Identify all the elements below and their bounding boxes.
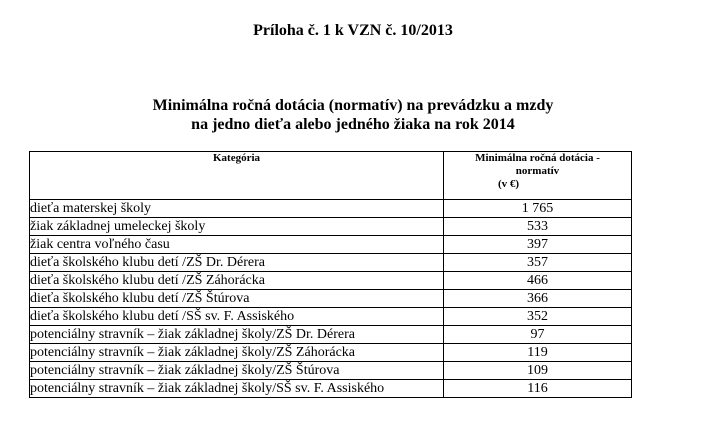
table-row [30, 308, 632, 326]
appendix-title: Príloha č. 1 k VZN č. 10/2013 [253, 22, 453, 39]
row-value: 352 [444, 308, 632, 326]
row-value: 1 765 [444, 200, 632, 218]
row-value: 97 [444, 326, 632, 344]
row-category: dieťa materskej školy [30, 200, 444, 218]
row-category: potenciálny stravník – žiak základnej školy/ZŠ Dr. Dérera [30, 326, 444, 344]
row-value: 533 [444, 218, 632, 236]
row-category: žiak základnej umeleckej školy [30, 218, 444, 236]
row-category: žiak centra voľného času [30, 236, 444, 254]
row-category: potenciálny stravník – žiak základnej školy/SŠ sv. F. Assiského [30, 380, 444, 398]
table-row [30, 362, 632, 380]
subtitle-line-1: Minimálna ročná dotácia (normatív) na prevádzku a mzdy [152, 97, 554, 114]
table-row [30, 344, 632, 362]
table-row [30, 326, 632, 344]
subtitle-line-2: na jedno dieťa alebo jedného žiaka na rok 2014 [191, 116, 515, 133]
row-category: dieťa školského klubu detí /ZŠ Dr. Dérera [30, 254, 444, 272]
row-value: 116 [444, 380, 632, 398]
table-row [30, 254, 632, 272]
header-category: Kategória [30, 152, 444, 200]
row-category: potenciálny stravník – žiak základnej školy/ZŠ Záhorácka [30, 344, 444, 362]
table-row [30, 200, 632, 218]
row-value: 109 [444, 362, 632, 380]
row-value: 366 [444, 290, 632, 308]
dotation-table [29, 151, 632, 398]
document-subtitle [0, 96, 706, 134]
row-category: potenciálny stravník – žiak základnej školy/ZŠ Štúrova [30, 362, 444, 380]
table-row [30, 290, 632, 308]
row-value: 466 [444, 272, 632, 290]
row-value: 397 [444, 236, 632, 254]
header-dotation-line-2: normatív [515, 165, 560, 177]
row-value: 119 [444, 344, 632, 362]
table-row [30, 272, 632, 290]
row-category: dieťa školského klubu detí /ZŠ Záhorácka [30, 272, 444, 290]
header-dotation-unit: (v €) [498, 178, 520, 190]
header-dotation [444, 152, 632, 200]
table-row [30, 218, 632, 236]
row-category: dieťa školského klubu detí /SŠ sv. F. Assiského [30, 308, 444, 326]
table-row [30, 380, 632, 398]
table-header-row [30, 152, 632, 200]
row-category: dieťa školského klubu detí /ZŠ Štúrova [30, 290, 444, 308]
table-row [30, 236, 632, 254]
header-dotation-line-1: Minimálna ročná dotácia - [475, 152, 600, 164]
row-value: 357 [444, 254, 632, 272]
